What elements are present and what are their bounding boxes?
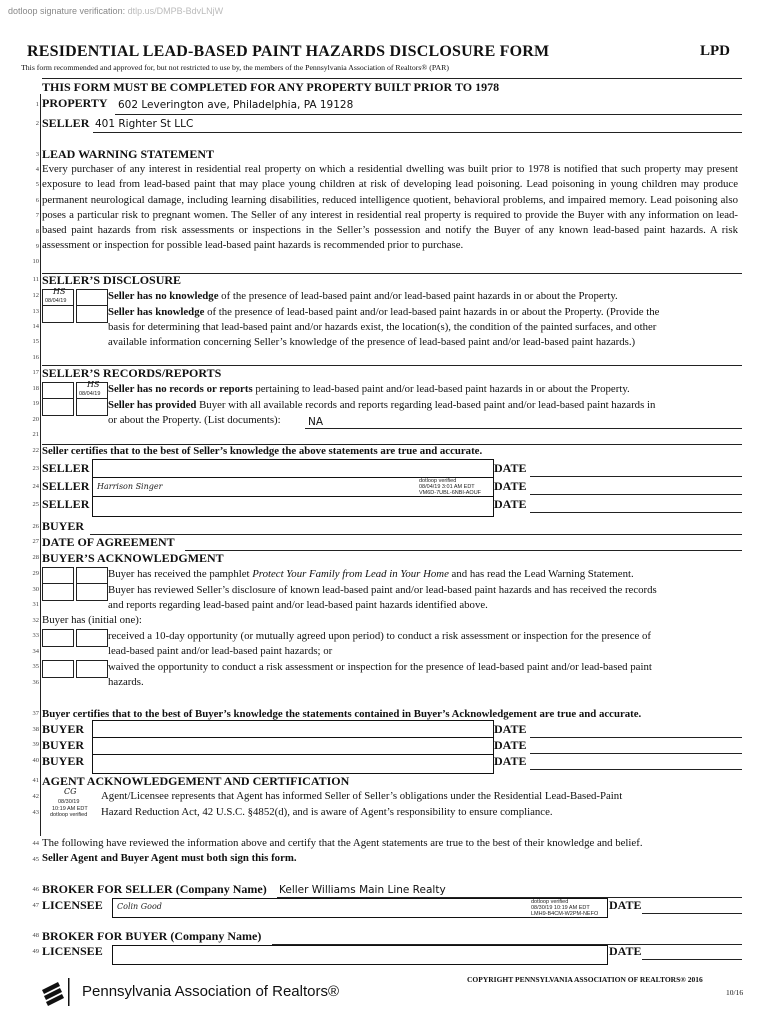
buyer-signature-block[interactable]: [92, 720, 494, 774]
divider: [93, 754, 493, 755]
ack-text: Buyer has reviewed Seller’s disclosure of known lead-based paint and/or lead-based paint hazards and has received the records: [108, 584, 657, 596]
line-number: 45: [32, 856, 39, 863]
agent-certify-text: The following have reviewed the information above and certify that the Agent statements are true to the best of their knowledge and belief.: [42, 837, 643, 849]
broker-seller-label: BROKER FOR SELLER (Company Name): [42, 882, 267, 896]
line-number: 21: [32, 431, 39, 438]
left-margin-rule: [40, 94, 41, 836]
initials-box[interactable]: [76, 398, 108, 416]
line-number: 5: [35, 181, 39, 188]
line-number: 6: [35, 197, 39, 204]
line-number: 3: [35, 151, 39, 158]
dotloop-verification: [8, 6, 223, 16]
initials-time: 10:19 AM EDT: [52, 806, 88, 812]
date-line[interactable]: [530, 476, 742, 477]
copyright: COPYRIGHT PENNSYLVANIA ASSOCIATION OF REALTORS® 2016: [467, 975, 703, 984]
sellers-records-heading: SELLER’S RECORDS/REPORTS: [42, 366, 222, 380]
stamp-line: 08/04/19 3:01 AM EDT: [419, 484, 475, 490]
buyer-label: BUYER: [42, 519, 85, 533]
verification-label: dotloop signature verification:: [8, 6, 126, 16]
initials-mark: CG: [64, 787, 77, 796]
initials-box[interactable]: [42, 398, 74, 416]
seller-underline: [93, 132, 742, 133]
date-line[interactable]: [642, 959, 742, 960]
lead-warning-text: Every purchaser of any interest in residential real property on which a residential dwelling was built prior to 1978 is notified that such property may present exposure to lead from lead-based paint that may place young children at risk of developing lead poisoning. Lead poisoning in young children may produce permanent neurological damage, including learning disabilities, reduced intelligence quotient, behavioral problems, and impaired memory. Lead poisoning also poses a particular risk to pregnant women. The Seller of any interest in residential real property is required to provide the Buyer with any information on lead-based paint hazards from risk assessments or inspections in the Seller’s possession and notify the Buyer of any known lead-based paint hazards. A risk assessment or inspection for possible lead-based paint hazards is recommended prior to purchase.: [42, 163, 738, 252]
line-number: 7: [35, 212, 39, 219]
line-number: 13: [32, 308, 39, 315]
par-logo-graphic: [40, 978, 72, 1006]
line-number: 26: [32, 523, 39, 530]
line-number: 33: [32, 632, 39, 639]
lead-warning-heading: LEAD WARNING STATEMENT: [42, 147, 215, 161]
date-of-agreement-line[interactable]: [185, 550, 742, 551]
ack-pamphlet: [108, 567, 634, 582]
line-number: 10: [32, 258, 39, 265]
buyer-row-label: BUYER: [42, 754, 85, 768]
option-text: Buyer with all available records and reports regarding lead-based paint and/or lead-based paint hazards in: [196, 399, 656, 411]
line-number: 15: [32, 338, 39, 345]
form-title: RESIDENTIAL LEAD-BASED PAINT HAZARDS DISCLOSURE FORM: [27, 43, 550, 60]
documents-field[interactable]: NA: [308, 416, 324, 428]
seller-signature-block[interactable]: [92, 459, 494, 517]
seller-row-label: SELLER: [42, 461, 90, 475]
initials-date: 08/30/19: [58, 799, 80, 805]
seller-row-label: SELLER: [42, 497, 90, 511]
line-number: 28: [32, 554, 39, 561]
line-number: 4: [35, 166, 39, 173]
seller-certification-statement: Seller certifies that to the best of Seller’s knowledge the above statements are true and accurate.: [42, 445, 483, 457]
disclosure-option-no-knowledge: [108, 289, 618, 304]
broker-buyer-label: BROKER FOR BUYER (Company Name): [42, 929, 262, 943]
option-text: pertaining to lead-based paint and/or lead-based paint hazards in or about the Property.: [252, 383, 630, 395]
line-number: 14: [32, 323, 39, 330]
broker-seller-field[interactable]: Keller Williams Main Line Realty: [279, 884, 446, 896]
date-label: DATE: [494, 754, 527, 768]
records-option-none: [108, 382, 630, 397]
line-number: 16: [32, 354, 39, 361]
date-label: DATE: [609, 944, 642, 958]
agent-sign-notice: Seller Agent and Buyer Agent must both sign this form.: [42, 852, 297, 864]
line-number: 31: [32, 601, 39, 608]
licensee-signature-block[interactable]: [112, 898, 608, 918]
initials-date: 08/04/19: [79, 391, 101, 397]
seller-row-label: SELLER: [42, 479, 90, 493]
option-bold: Seller has knowledge: [108, 306, 205, 318]
licensee-label: LICENSEE: [42, 898, 103, 912]
par-logo-icon: [40, 978, 72, 1006]
initials-box[interactable]: [42, 305, 74, 323]
ack-text: lead-based paint and/or lead-based paint hazards; or: [108, 645, 333, 657]
line-number: 25: [32, 501, 39, 508]
date-of-agreement-label: DATE OF AGREEMENT: [42, 535, 175, 549]
line-number: 9: [35, 243, 39, 250]
licensee-signature-block[interactable]: [112, 945, 608, 965]
property-underline: [115, 114, 742, 115]
date-line[interactable]: [642, 913, 742, 914]
line-number: 27: [32, 538, 39, 545]
buyer-certification-statement: Buyer certifies that to the best of Buyer’s knowledge the statements contained in Buyer’s Acknowledgement are true and accurate.: [42, 708, 642, 720]
line-number: 1: [35, 101, 39, 108]
agent-ack-heading: AGENT ACKNOWLEDGEMENT AND CERTIFICATION: [42, 774, 350, 788]
divider: [42, 78, 742, 79]
line-number: 42: [32, 793, 39, 800]
date-line[interactable]: [530, 737, 742, 738]
buyer-line[interactable]: [90, 534, 742, 535]
pamphlet-title: Protect Your Family from Lead in Your Home: [252, 568, 449, 580]
line-number: 44: [32, 840, 39, 847]
option-bold: Seller has no records or reports: [108, 383, 253, 395]
line-number: 46: [32, 886, 39, 893]
stamp-line: dotloop verified: [531, 899, 569, 905]
option-text: of the presence of lead-based paint and/or lead-based paint hazards in or about the Property.: [218, 290, 618, 302]
agent-initials-box[interactable]: [42, 789, 96, 819]
agent-ack-text: Hazard Reduction Act, 42 U.S.C. §4852(d), and is aware of Agent’s responsibility to ensure compliance.: [101, 806, 553, 818]
dotloop-stamp: [531, 899, 598, 917]
licensee-label: LICENSEE: [42, 944, 103, 958]
date-label: DATE: [494, 738, 527, 752]
records-option-provided: [108, 398, 655, 413]
line-number: 49: [32, 948, 39, 955]
initials-mark: HS: [87, 380, 100, 389]
option-text: of the presence of lead-based paint and/or lead-based paint hazards in or about the Property. (Provide the: [204, 306, 660, 318]
ack-text: hazards.: [108, 676, 144, 688]
line-number: 37: [32, 710, 39, 717]
initials-box[interactable]: [76, 629, 108, 647]
documents-underline: [305, 428, 742, 429]
initials-box[interactable]: [42, 660, 74, 678]
line-number: 34: [32, 648, 39, 655]
line-number: 30: [32, 586, 39, 593]
line-number: 36: [32, 679, 39, 686]
ack-text: and reports regarding lead-based paint and/or lead-based paint hazards identified above.: [108, 599, 488, 611]
line-number: 22: [32, 447, 39, 454]
date-label: DATE: [494, 479, 527, 493]
line-number: 43: [32, 809, 39, 816]
line-number: 18: [32, 385, 39, 392]
line-number: 32: [32, 617, 39, 624]
sellers-disclosure-heading: SELLER’S DISCLOSURE: [42, 273, 182, 287]
disclosure-option-text: available information concerning Seller’s knowledge of the presence of lead-based paint and/or lead-based paint hazards.): [108, 336, 636, 348]
revision-date: 10/16: [726, 988, 744, 997]
verification-link[interactable]: dtlp.us/DMPB-BdvLNjW: [127, 6, 224, 16]
line-number: 20: [32, 416, 39, 423]
stamp-line: dotloop verified: [419, 478, 457, 484]
date-label: DATE: [494, 722, 527, 736]
stamp-line: LMH9-B4CM-W2PM-NEFO: [531, 911, 599, 917]
seller-field[interactable]: 401 Righter St LLC: [95, 118, 194, 130]
line-number: 35: [32, 663, 39, 670]
line-number: 47: [32, 902, 39, 909]
agent-ack-text: Agent/Licensee represents that Agent has informed Seller of Seller’s obligations under the Residential Lead-Based-Paint: [101, 790, 623, 802]
date-line[interactable]: [530, 494, 742, 495]
date-label: DATE: [494, 461, 527, 475]
line-number: 17: [32, 369, 39, 376]
line-number: 23: [32, 465, 39, 472]
par-logo-text: Pennsylvania Association of Realtors®: [82, 983, 340, 1000]
line-number: 8: [35, 228, 39, 235]
divider: [93, 496, 493, 497]
line-number: 39: [32, 741, 39, 748]
date-label: DATE: [609, 898, 642, 912]
date-line[interactable]: [530, 753, 742, 754]
option-bold: Seller has provided: [108, 399, 197, 411]
line-number: 48: [32, 932, 39, 939]
disclosure-option-text: basis for determining that lead-based paint and/or hazards exist, the location(s), the condition of the painted surfaces, and other: [108, 321, 657, 333]
ack-text: and has read the Lead Warning Statement.: [448, 568, 634, 580]
initials-box[interactable]: [42, 583, 74, 601]
licensee-signature: Colin Good: [117, 902, 162, 911]
buyer-row-label: BUYER: [42, 738, 85, 752]
seller-signature: Harrison Singer: [97, 482, 163, 491]
initials-verified: dotloop verified: [50, 812, 88, 818]
records-option-text: or about the Property. (List documents):: [108, 414, 281, 426]
form-code: LPD: [700, 43, 730, 59]
initials-box[interactable]: [76, 305, 108, 323]
stamp-line: 08/30/19 10:19 AM EDT: [531, 905, 590, 911]
ack-text: received a 10-day opportunity (or mutually agreed upon period) to conduct a risk assessment or inspection for the presence of: [108, 630, 651, 642]
initials-date: 08/04/19: [45, 298, 67, 304]
initials-box[interactable]: [76, 660, 108, 678]
line-number: 29: [32, 570, 39, 577]
property-field[interactable]: 602 Leverington ave, Philadelphia, PA 19128: [118, 99, 354, 111]
divider: [93, 737, 493, 738]
date-line[interactable]: [530, 769, 742, 770]
initials-mark: HS: [53, 287, 66, 296]
buyers-ack-heading: BUYER’S ACKNOWLEDGMENT: [42, 551, 224, 565]
line-number: 19: [32, 400, 39, 407]
line-number: 38: [32, 726, 39, 733]
must-complete-notice: THIS FORM MUST BE COMPLETED FOR ANY PROPERTY BUILT PRIOR TO 1978: [42, 80, 500, 94]
line-number: 11: [32, 276, 39, 283]
line-number: 2: [35, 120, 39, 127]
dotloop-stamp: [419, 478, 481, 496]
line-number: 24: [32, 483, 39, 490]
line-number: 41: [32, 777, 39, 784]
date-line[interactable]: [530, 512, 742, 513]
option-bold: Seller has no knowledge: [108, 290, 219, 302]
date-label: DATE: [494, 497, 527, 511]
buyer-row-label: BUYER: [42, 722, 85, 736]
form-subtitle: This form recommended and approved for, but not restricted to use by, the members of the Pennsylvania Association of Realtors® (PAR): [21, 63, 449, 72]
ack-text: Buyer has received the pamphlet: [108, 568, 253, 580]
line-number: 40: [32, 757, 39, 764]
property-label: PROPERTY: [42, 96, 108, 110]
disclosure-option-has-knowledge: [108, 305, 659, 320]
initials-box[interactable]: [76, 583, 108, 601]
initials-box[interactable]: [42, 629, 74, 647]
seller-label: SELLER: [42, 116, 90, 130]
ack-text: waived the opportunity to conduct a risk assessment or inspection for the presence of lead-based paint and/or lead-based paint: [108, 661, 652, 673]
line-number: 12: [32, 292, 39, 299]
ack-initial-one: Buyer has (initial one):: [42, 614, 142, 626]
stamp-line: VM6D-7UBL-6NBI-AOUF: [419, 490, 482, 496]
